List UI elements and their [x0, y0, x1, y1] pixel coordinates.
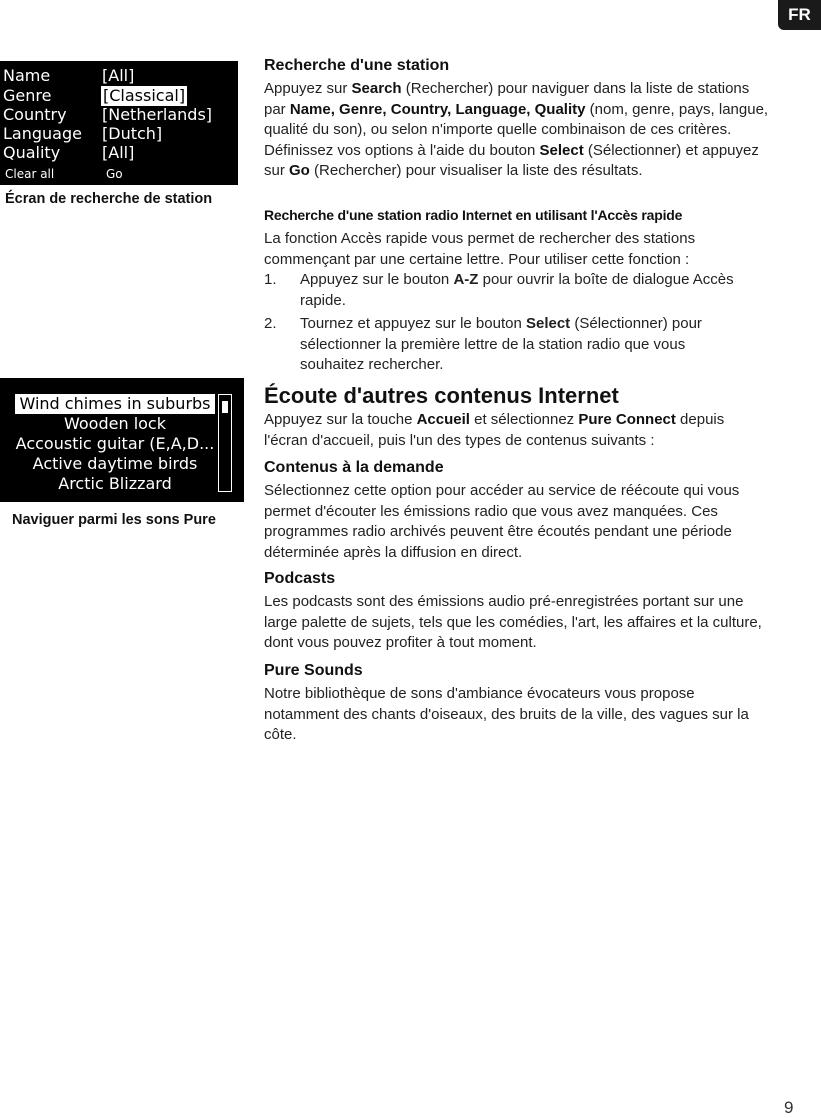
paragraph-pure-sounds: Notre bibliothèque de sons d'ambiance évocateurs vous propose notamment des chants d'oiseaux, des bruits de la ville, des vagues sur la côte.: [264, 685, 749, 743]
page-number: 9: [784, 1098, 794, 1117]
row-value: [Netherlands]: [102, 105, 213, 124]
section-title-other-content: Écoute d'autres contenus Internet: [264, 383, 619, 408]
paragraph-podcasts: Les podcasts sont des émissions audio pré-enregistrées portant sur une large palette de sujets, tels que les comédies, l'art, les affaires et la culture, dont vous pouvez profiter à tout moment.: [264, 593, 762, 651]
section-title-station-search: Recherche d'une station: [264, 57, 450, 74]
heading-pure-sounds: Pure Sounds: [264, 662, 363, 679]
scrollbar-thumb: [222, 401, 228, 413]
subtitle-quick-access: Recherche d'une station radio Internet en utilisant l'Accès rapide: [264, 207, 683, 223]
heading-podcasts: Podcasts: [264, 570, 336, 587]
sound-list-item: Active daytime birds: [32, 454, 198, 473]
paragraph-search-intro: Appuyez sur Search (Rechercher) pour naviguer dans la liste de stations par Name, Genre, Country, Language, Quality (nom, genre, pays, langue, qualité du son), ou selon n'importe quelle combinaison de ces critères. Définissez vos options à l'aide du bouton Select (Sélectionner) et appuyez sur Go (Rechercher) pour visualiser la liste des résultats.: [264, 80, 769, 179]
paragraph-quick-access: La fonction Accès rapide vous permet de rechercher des stations commençant par une certaine lettre. Pour utiliser cette fonction :: [264, 230, 696, 268]
step-1: 1. Appuyez sur le bouton A-Z pour ouvrir la boîte de dialogue Accès rapide.: [264, 271, 734, 309]
row-label: Name: [3, 66, 51, 85]
language-tab: FR: [778, 0, 821, 30]
paragraph-other-content-intro: Appuyez sur la touche Accueil et sélectionnez Pure Connect depuis l'écran d'accueil, puis l'un des types de contenus suivants :: [264, 411, 725, 449]
go-label: Go: [106, 167, 123, 181]
row-label: Language: [3, 124, 82, 143]
row-value-selected: [Classical]: [103, 86, 186, 105]
row-value: [Dutch]: [102, 124, 163, 143]
sound-list-item: Arctic Blizzard: [58, 474, 172, 493]
row-label: Quality: [3, 143, 61, 162]
paragraph-on-demand: Sélectionnez cette option pour accéder au service de réécoute qui vous permet d'écouter les émissions radio que vous avez manquées. Ces programmes radio archivés peuvent être écoutés pendant une période déterminée après la diffusion en direct.: [264, 482, 740, 561]
step-2: 2. Tournez et appuyez sur le bouton Select (Sélectionner) pour sélectionner la première lettre de la station radio que vous souhaitez rechercher.: [264, 315, 702, 373]
station-search-screen: [0, 61, 238, 185]
search-screen-caption: Écran de recherche de station: [5, 191, 213, 207]
scrollbar: [218, 394, 232, 492]
row-label: Country: [3, 105, 67, 124]
clear-all-label: Clear all: [5, 167, 55, 181]
pure-sounds-screen: [0, 378, 244, 502]
sound-list-item-selected: Wind chimes in suburbs: [15, 394, 215, 414]
sound-list-item: Accoustic guitar (E,A,D...: [15, 434, 215, 453]
sounds-screen-caption: Naviguer parmi les sons Pure: [12, 512, 216, 528]
heading-on-demand: Contenus à la demande: [264, 459, 444, 476]
row-value: [All]: [102, 143, 135, 162]
row-value: [All]: [102, 66, 135, 85]
row-label: Genre: [3, 86, 52, 105]
sound-list-item: Wooden lock: [64, 414, 166, 433]
